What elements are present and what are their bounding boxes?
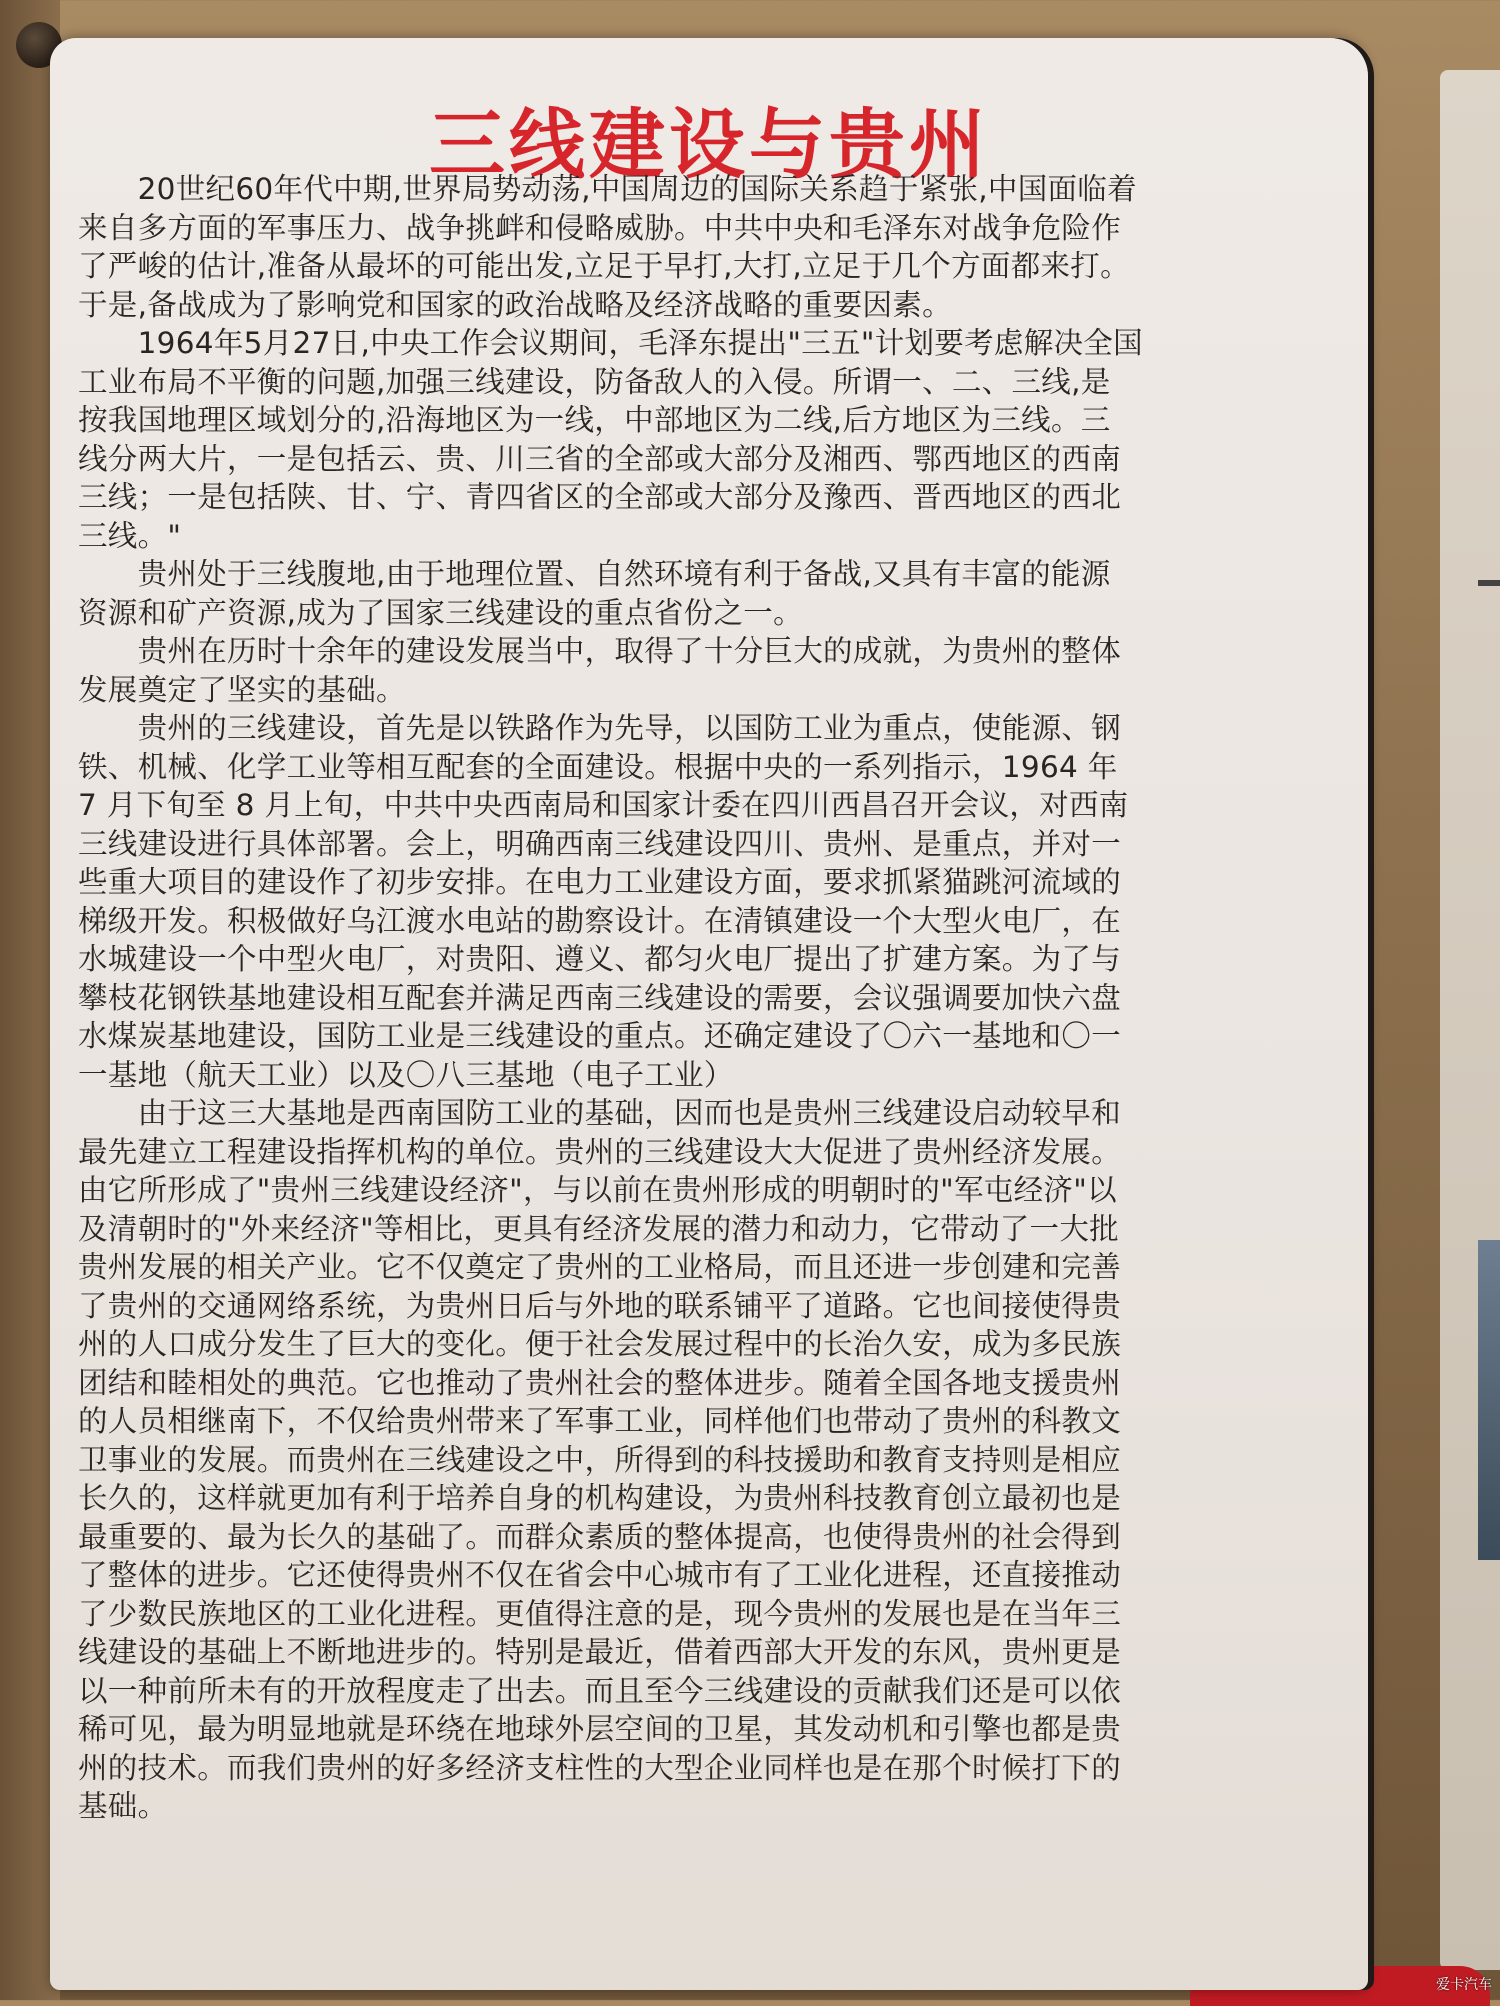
text-line: 了贵州的交通网络系统，为贵州日后与外地的联系铺平了道路。它也间接使得贵 [78, 1288, 1122, 1323]
text-line: 线建设的基础上不断地进步的。特别是最近，借着西部大开发的东风，贵州更是 [78, 1635, 1122, 1669]
text-line: 于是,备战成为了影响党和国家的政治战略及经济战略的重要因素。 [78, 287, 952, 322]
text-line: 梯级开发。积极做好乌江渡水电站的勘察设计。在清镇建设一个大型火电厂，在 [78, 903, 1122, 938]
text-line: 按我国地理区域划分的,沿海地区为一线，中部地区为二线,后方地区为三线。三 [78, 403, 1111, 437]
text-line: 些重大项目的建设作了初步安排。在电力工业建设方面，要求抓紧猫跳河流域的 [78, 865, 1122, 899]
text-line: 州的人口成分发生了巨大的变化。便于社会发展过程中的长治久安，成为多民族 [78, 1327, 1122, 1361]
text-line: 卫事业的发展。而贵州在三线建设之中，所得到的科技援助和教育支持则是相应 [78, 1442, 1122, 1477]
text-line: 攀枝花钢铁基地建设相互配套并满足西南三线建设的需要，会议强调要加快六盘 [78, 980, 1122, 1015]
text-line: 及清朝时的"外来经济"等相比，更具有经济发展的潜力和动力，它带动了一大批 [78, 1211, 1119, 1246]
text-line: 由于这三大基地是西南国防工业的基础，因而也是贵州三线建设启动较早和 [78, 1096, 1122, 1130]
text-line: 线分两大片，一是包括云、贵、川三省的全部或大部分及湘西、鄂西地区的西南 [78, 441, 1122, 476]
text-line: 稀可见，最为明显地就是环绕在地球外层空间的卫星，其发动机和引擎也都是贵 [78, 1712, 1122, 1746]
text-line: 三线建设进行具体部署。会上，明确西南三线建设四川、贵州、是重点，并对一 [78, 826, 1122, 861]
text-line: 了少数民族地区的工业化进程。更值得注意的是，现今贵州的发展也是在当年三 [78, 1596, 1122, 1631]
text-line: 工业布局不平衡的问题,加强三线建设，防备敌人的入侵。所谓一、二、三线,是 [78, 364, 1111, 399]
text-line: 由它所形成了"贵州三线建设经济"，与以前在贵州形成的明朝时的"军屯经济"以 [78, 1173, 1117, 1207]
text-line: 贵州处于三线腹地,由于地理位置、自然环境有利于备战,又具有丰富的能源 [78, 557, 1111, 591]
text-line: 水煤炭基地建设，国防工业是三线建设的重点。还确定建设了〇六一基地和〇一 [78, 1019, 1122, 1053]
text-line: 7 月下旬至 8 月上旬，中共中央西南局和国家计委在四川西昌召开会议，对西南 [78, 788, 1129, 822]
text-line: 1964年5月27日,中央工作会议期间，毛泽东提出"三五"计划要考虑解决全国 [78, 326, 1143, 360]
text-line: 来自多方面的军事压力、战争挑衅和侵略威胁。中共中央和毛泽东对战争危险作 [78, 210, 1122, 245]
text-line: 20世纪60年代中期,世界局势动荡,中国周边的国际关系趋于紧张,中国面临着 [78, 172, 1137, 206]
text-line: 州的技术。而我们贵州的好多经济支柱性的大型企业同样也是在那个时候打下的 [78, 1750, 1122, 1785]
text-line: 三线。" [78, 518, 182, 553]
text-line: 贵州在历时十余年的建设发展当中，取得了十分巨大的成就，为贵州的整体 [78, 634, 1122, 668]
text-line: 最重要的、最为长久的基础了。而群众素质的整体提高，也使得贵州的社会得到 [78, 1519, 1122, 1554]
adjacent-panel-mark [1478, 580, 1500, 586]
text-line: 水城建设一个中型火电厂，对贵阳、遵义、都匀火电厂提出了扩建方案。为了与 [78, 942, 1122, 976]
text-line: 了整体的进步。它还使得贵州不仅在省会中心城市有了工业化进程，还直接推动 [78, 1558, 1122, 1592]
text-line: 三线；一是包括陕、甘、宁、青四省区的全部或大部分及豫西、晋西地区的西北 [78, 480, 1122, 514]
text-line: 资源和矿产资源,成为了国家三线建设的重点省份之一。 [78, 595, 803, 630]
watermark-text: 爱卡汽车 [1436, 1977, 1492, 1993]
text-line: 发展奠定了坚实的基础。 [78, 672, 406, 707]
text-line: 以一种前所未有的开放程度走了出去。而且至今三线建设的贡献我们还是可以依 [78, 1673, 1122, 1708]
adjacent-panel-photo [1478, 1240, 1500, 1560]
text-line: 团结和睦相处的典范。它也推动了贵州社会的整体进步。随着全国各地支援贵州 [78, 1365, 1122, 1400]
board-title: 三线建设与贵州 [429, 100, 989, 189]
text-line: 一基地（航天工业）以及〇八三基地（电子工业） [78, 1057, 734, 1092]
text-line: 基础。 [78, 1789, 168, 1823]
text-line: 贵州的三线建设，首先是以铁路作为先导，以国防工业为重点，使能源、钢 [78, 711, 1122, 745]
text-line: 了严峻的估计,准备从最坏的可能出发,立足于早打,大打,立足于几个方面都来打。 [78, 249, 1130, 283]
text-line: 铁、机械、化学工业等相互配套的全面建设。根据中央的一系列指示，1964 年 [78, 749, 1118, 784]
text-line: 最先建立工程建设指挥机构的单位。贵州的三线建设大大促进了贵州经济发展。 [78, 1134, 1122, 1169]
adjacent-panel [1440, 70, 1500, 1970]
text-line: 长久的，这样就更加有利于培养自身的机构建设，为贵州科技教育创立最初也是 [78, 1481, 1122, 1515]
board-text [78, 170, 1428, 1826]
text-line: 贵州发展的相关产业。它不仅奠定了贵州的工业格局，而且还进一步创建和完善 [78, 1250, 1122, 1284]
text-line: 的人员相继南下，不仅给贵州带来了军事工业，同样他们也带动了贵州的科教文 [78, 1404, 1122, 1438]
